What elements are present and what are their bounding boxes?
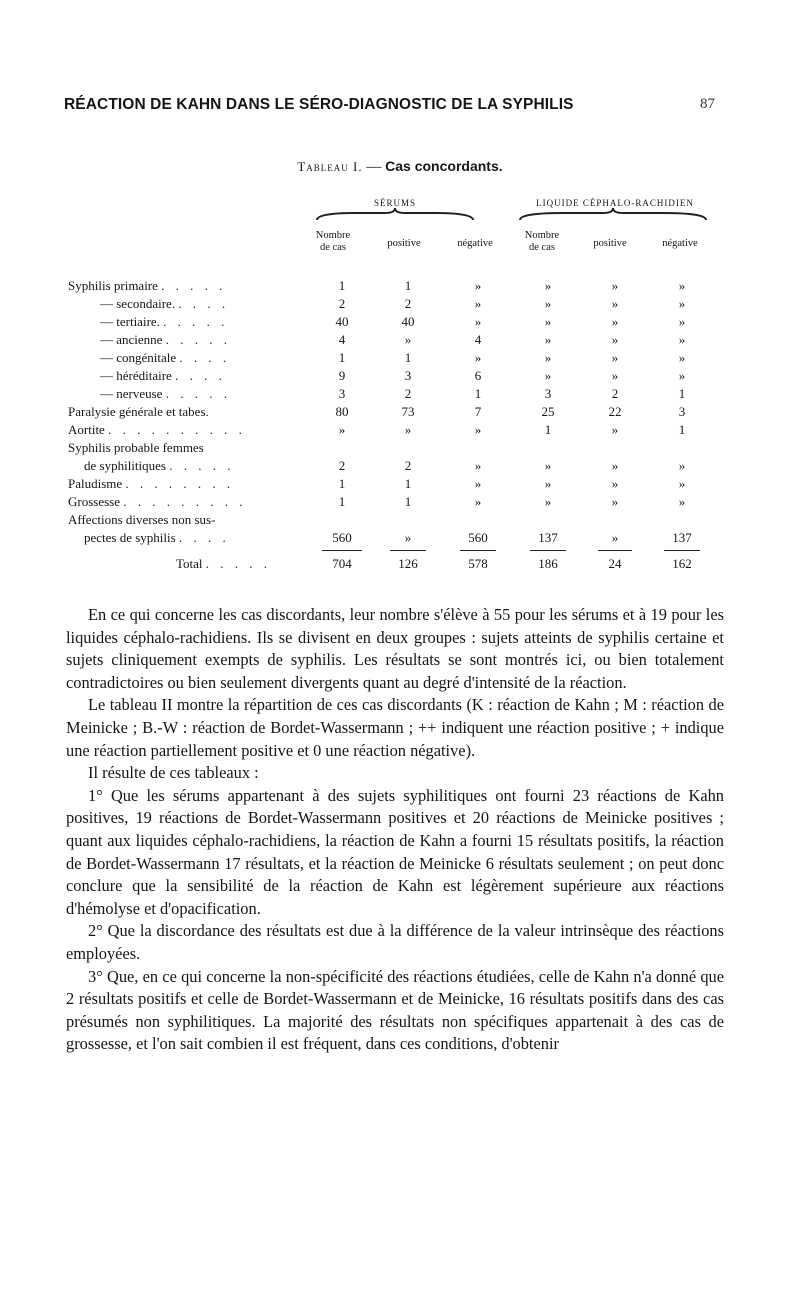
cell-serums-negative: 1 [474, 386, 482, 401]
sum-rule-serums-positive [390, 550, 426, 551]
cell-liquide-negative: » [678, 278, 686, 293]
cell-liquide-negative: » [678, 350, 686, 365]
cell-liquide-negative: 3 [678, 404, 686, 419]
row-label: — tertiaire. . . . . . [100, 314, 229, 329]
cell-liquide-negative: » [678, 368, 686, 383]
cell-liquide-nombre: » [544, 458, 552, 473]
cell-serums-negative: » [474, 494, 482, 509]
cell-serums-negative: 6 [474, 368, 482, 383]
body-text [66, 604, 724, 1056]
col-header-serums-nombre: Nombre de cas [315, 230, 351, 253]
cell-serums-negative: » [474, 350, 482, 365]
page-number: 87 [700, 96, 715, 112]
cell-serums-negative: 560 [468, 530, 488, 545]
cell-liquide-nombre: » [544, 476, 552, 491]
cell-liquide-negative: » [678, 314, 686, 329]
cell-serums-nombre: » [338, 422, 346, 437]
cell-liquide-positive: » [611, 332, 619, 347]
cell-liquide-positive: » [611, 296, 619, 311]
total-liquide-negative: 162 [672, 556, 692, 571]
cell-liquide-nombre: » [544, 368, 552, 383]
cell-liquide-negative: » [678, 494, 686, 509]
cell-liquide-positive: » [611, 368, 619, 383]
paragraph-cas-discordants: En ce qui concerne les cas discordants, leur nombre s'élève à 55 pour les sérums et à 19 pour les liquides céphalo-rachidiens. Ils se divisent en deux groupes : sujets atteints de syphilis certaine et sujets cliniquement exempts de syphilis. Les résultats se sont montrés ici, ou bien totalement contradictoires ou bien seulement divergents quant au degré d'intensité de la réaction. [66, 605, 724, 692]
cell-serums-positive: 1 [404, 350, 412, 365]
cell-serums-negative: 4 [474, 332, 482, 347]
cell-serums-nombre: 1 [338, 494, 346, 509]
row-label: Paralysie générale et tabes. [68, 404, 209, 419]
table-row-grossesse [0, 494, 800, 512]
col-header-serums-negative: négative [457, 238, 493, 249]
row-label: Grossesse . . . . . . . . . [68, 494, 247, 509]
cell-serums-positive: 73 [401, 404, 415, 419]
cell-liquide-positive: » [611, 350, 619, 365]
cell-serums-nombre: 3 [338, 386, 346, 401]
table-row-syphilis-primaire [0, 278, 800, 296]
cell-serums-nombre: 80 [335, 404, 349, 419]
paragraph-il-resulte: Il résulte de ces tableaux : [88, 763, 259, 783]
cell-liquide-negative: 137 [672, 530, 692, 545]
cell-serums-negative: » [474, 476, 482, 491]
cell-liquide-nombre: » [544, 278, 552, 293]
cell-liquide-nombre: » [544, 350, 552, 365]
cell-serums-positive: » [404, 332, 412, 347]
cell-serums-positive: 40 [401, 314, 415, 329]
row-label: — secondaire. . . . . [100, 296, 230, 311]
running-header: RÉACTION DE KAHN DANS LE SÉRO-DIAGNOSTIC DE LA SYPHILIS [64, 96, 574, 113]
row-label: de syphilitiques . . . . . [84, 458, 235, 473]
row-label: — héréditaire . . . . [100, 368, 226, 383]
row-label: Aortite . . . . . . . . . . [68, 422, 246, 437]
cell-liquide-negative: 1 [678, 386, 686, 401]
row-label: pectes de syphilis . . . . [84, 530, 230, 545]
group-header-serums: SÉRUMS [373, 198, 416, 208]
cell-liquide-nombre: » [544, 494, 552, 509]
col-header-liquide-nombre: Nombre de cas [524, 230, 560, 253]
table-caption-title: Cas concordants. [385, 158, 503, 174]
cell-serums-nombre: 4 [338, 332, 346, 347]
table-row-paralysie-generale [0, 404, 800, 422]
row-label: Affections diverses non sus- [68, 512, 216, 527]
cell-serums-positive: 2 [404, 386, 412, 401]
cell-serums-positive: 1 [404, 476, 412, 491]
cell-liquide-nombre: » [544, 296, 552, 311]
sum-rule-serums-negative [460, 550, 496, 551]
table-row-non-suspectes [0, 530, 800, 548]
cell-serums-negative: » [474, 278, 482, 293]
col-header-liquide-negative: négative [662, 238, 698, 249]
cell-liquide-positive: » [611, 278, 619, 293]
cell-liquide-nombre: 1 [544, 422, 552, 437]
table-caption-label: Tableau I. [297, 159, 363, 174]
table-row-syphilis-secondaire [0, 296, 800, 314]
cell-liquide-positive: 22 [608, 404, 622, 419]
cell-serums-nombre: 560 [332, 530, 352, 545]
cell-liquide-nombre: » [544, 314, 552, 329]
paragraph-conclusion-1: 1° Que les sérums appartenant à des sujets syphilitiques ont fourni 23 réactions de Kahn positives, 19 réactions de Bordet-Wassermann positives et 20 réactions de Meinicke positives ; quant aux liquides céphalo-rachidiens, la réaction de Kahn a fourni 15 résultats positifs, la réaction de Bordet-Wassermann 17 résultats, et la réaction de Meinicke 6 résultats seulement ; on peut donc conclure que la sensibilité de la réaction de Kahn est légèrement supérieure aux réactions d'hémolyse et d'opacification. [66, 785, 724, 918]
cell-serums-nombre: 1 [338, 350, 346, 365]
paragraph-conclusion-2: 2° Que la discordance des résultats est due à la différence de la valeur intrinsèque des réactions employées. [66, 921, 724, 963]
cell-liquide-nombre: 137 [538, 530, 558, 545]
row-label: — congénitale . . . . [100, 350, 231, 365]
sum-rule-serums-nombre [322, 550, 362, 551]
table-row-syphilis-hereditaire [0, 368, 800, 386]
sum-rule-liquide-negative [664, 550, 700, 551]
table-row-paludisme [0, 476, 800, 494]
cell-liquide-positive: 2 [611, 386, 619, 401]
cell-liquide-positive: » [611, 314, 619, 329]
sum-rule-liquide-positive [598, 550, 632, 551]
cell-serums-nombre: 2 [338, 458, 346, 473]
table-row-syphilis-probable [0, 440, 800, 458]
table-row-syphilis-ancienne [0, 332, 800, 350]
cell-serums-negative: » [474, 314, 482, 329]
row-label: Syphilis probable femmes [68, 440, 204, 455]
cell-liquide-positive: » [611, 422, 619, 437]
total-serums-negative: 578 [468, 556, 488, 571]
row-label: Paludisme . . . . . . . . [68, 476, 235, 491]
table-caption-dash: — [366, 159, 382, 175]
total-serums-nombre: 704 [332, 556, 352, 571]
cell-liquide-positive: » [611, 476, 619, 491]
row-label: — ancienne . . . . . [100, 332, 231, 347]
table-row-syphilis-congenitale [0, 350, 800, 368]
cell-serums-nombre: 1 [338, 476, 346, 491]
brace-serums [315, 208, 475, 222]
total-label: Total . . . . . [176, 556, 272, 571]
cell-liquide-nombre: 3 [544, 386, 552, 401]
cell-liquide-negative: » [678, 476, 686, 491]
cell-serums-nombre: 40 [335, 314, 349, 329]
cell-serums-nombre: 9 [338, 368, 346, 383]
cell-serums-positive: 2 [404, 296, 412, 311]
col-header-serums-positive: positive [387, 238, 421, 249]
cell-serums-negative: 7 [474, 404, 482, 419]
cell-liquide-negative: » [678, 458, 686, 473]
table-caption [0, 158, 800, 176]
table-row-aortite [0, 422, 800, 440]
table-row-syphilis-nerveuse [0, 386, 800, 404]
cell-serums-positive: » [404, 422, 412, 437]
cell-serums-positive: 3 [404, 368, 412, 383]
cell-serums-nombre: 1 [338, 278, 346, 293]
cell-liquide-nombre: 25 [541, 404, 555, 419]
cell-serums-negative: » [474, 422, 482, 437]
cell-serums-nombre: 2 [338, 296, 346, 311]
paragraph-tableau-ii: Le tableau II montre la répartition de ces cas discordants (K : réaction de Kahn ; M : réaction de Meinicke ; B.-W : réaction de Bordet-Wassermann ; ++ indiquent une réaction positive ; + indique une réaction partiellement positive et 0 une réaction négative). [66, 695, 724, 760]
cell-liquide-positive: » [611, 458, 619, 473]
cell-liquide-nombre: » [544, 332, 552, 347]
row-label: — nerveuse . . . . . [100, 386, 231, 401]
table-row-affections-diverses [0, 512, 800, 530]
table-row-syphilis-tertiaire [0, 314, 800, 332]
sum-rule-liquide-nombre [530, 550, 566, 551]
cell-serums-positive: » [404, 530, 412, 545]
total-liquide-positive: 24 [608, 556, 622, 571]
total-serums-positive: 126 [398, 556, 418, 571]
cell-serums-positive: 2 [404, 458, 412, 473]
cell-serums-negative: » [474, 296, 482, 311]
cell-serums-positive: 1 [404, 278, 412, 293]
cell-liquide-negative: » [678, 296, 686, 311]
cell-liquide-positive: » [611, 494, 619, 509]
col-header-liquide-positive: positive [593, 238, 627, 249]
table-row-total [0, 556, 800, 574]
brace-liquide [518, 208, 708, 222]
cell-liquide-negative: 1 [678, 422, 686, 437]
cell-liquide-positive: » [611, 530, 619, 545]
total-liquide-nombre: 186 [538, 556, 558, 571]
cell-serums-negative: » [474, 458, 482, 473]
paragraph-conclusion-3: 3° Que, en ce qui concerne la non-spécificité des réactions étudiées, celle de Kahn n'a donné que 2 résultats positifs et celle de Bordet-Wassermann et de Meinicke, 16 résultats positifs dans des cas présumés non syphilitiques. La majorité des résultats non spécifiques appartenait à des cas de grossesse, et l'on sait combien il est fréquent, dans ces conditions, d'obtenir [66, 966, 724, 1054]
row-label: Syphilis primaire . . . . . [68, 278, 227, 293]
table-row-femmes-syphilitiques [0, 458, 800, 476]
cell-serums-positive: 1 [404, 494, 412, 509]
cell-liquide-negative: » [678, 332, 686, 347]
group-header-liquide: LIQUIDE CÉPHALO-RACHIDIEN [536, 198, 694, 208]
